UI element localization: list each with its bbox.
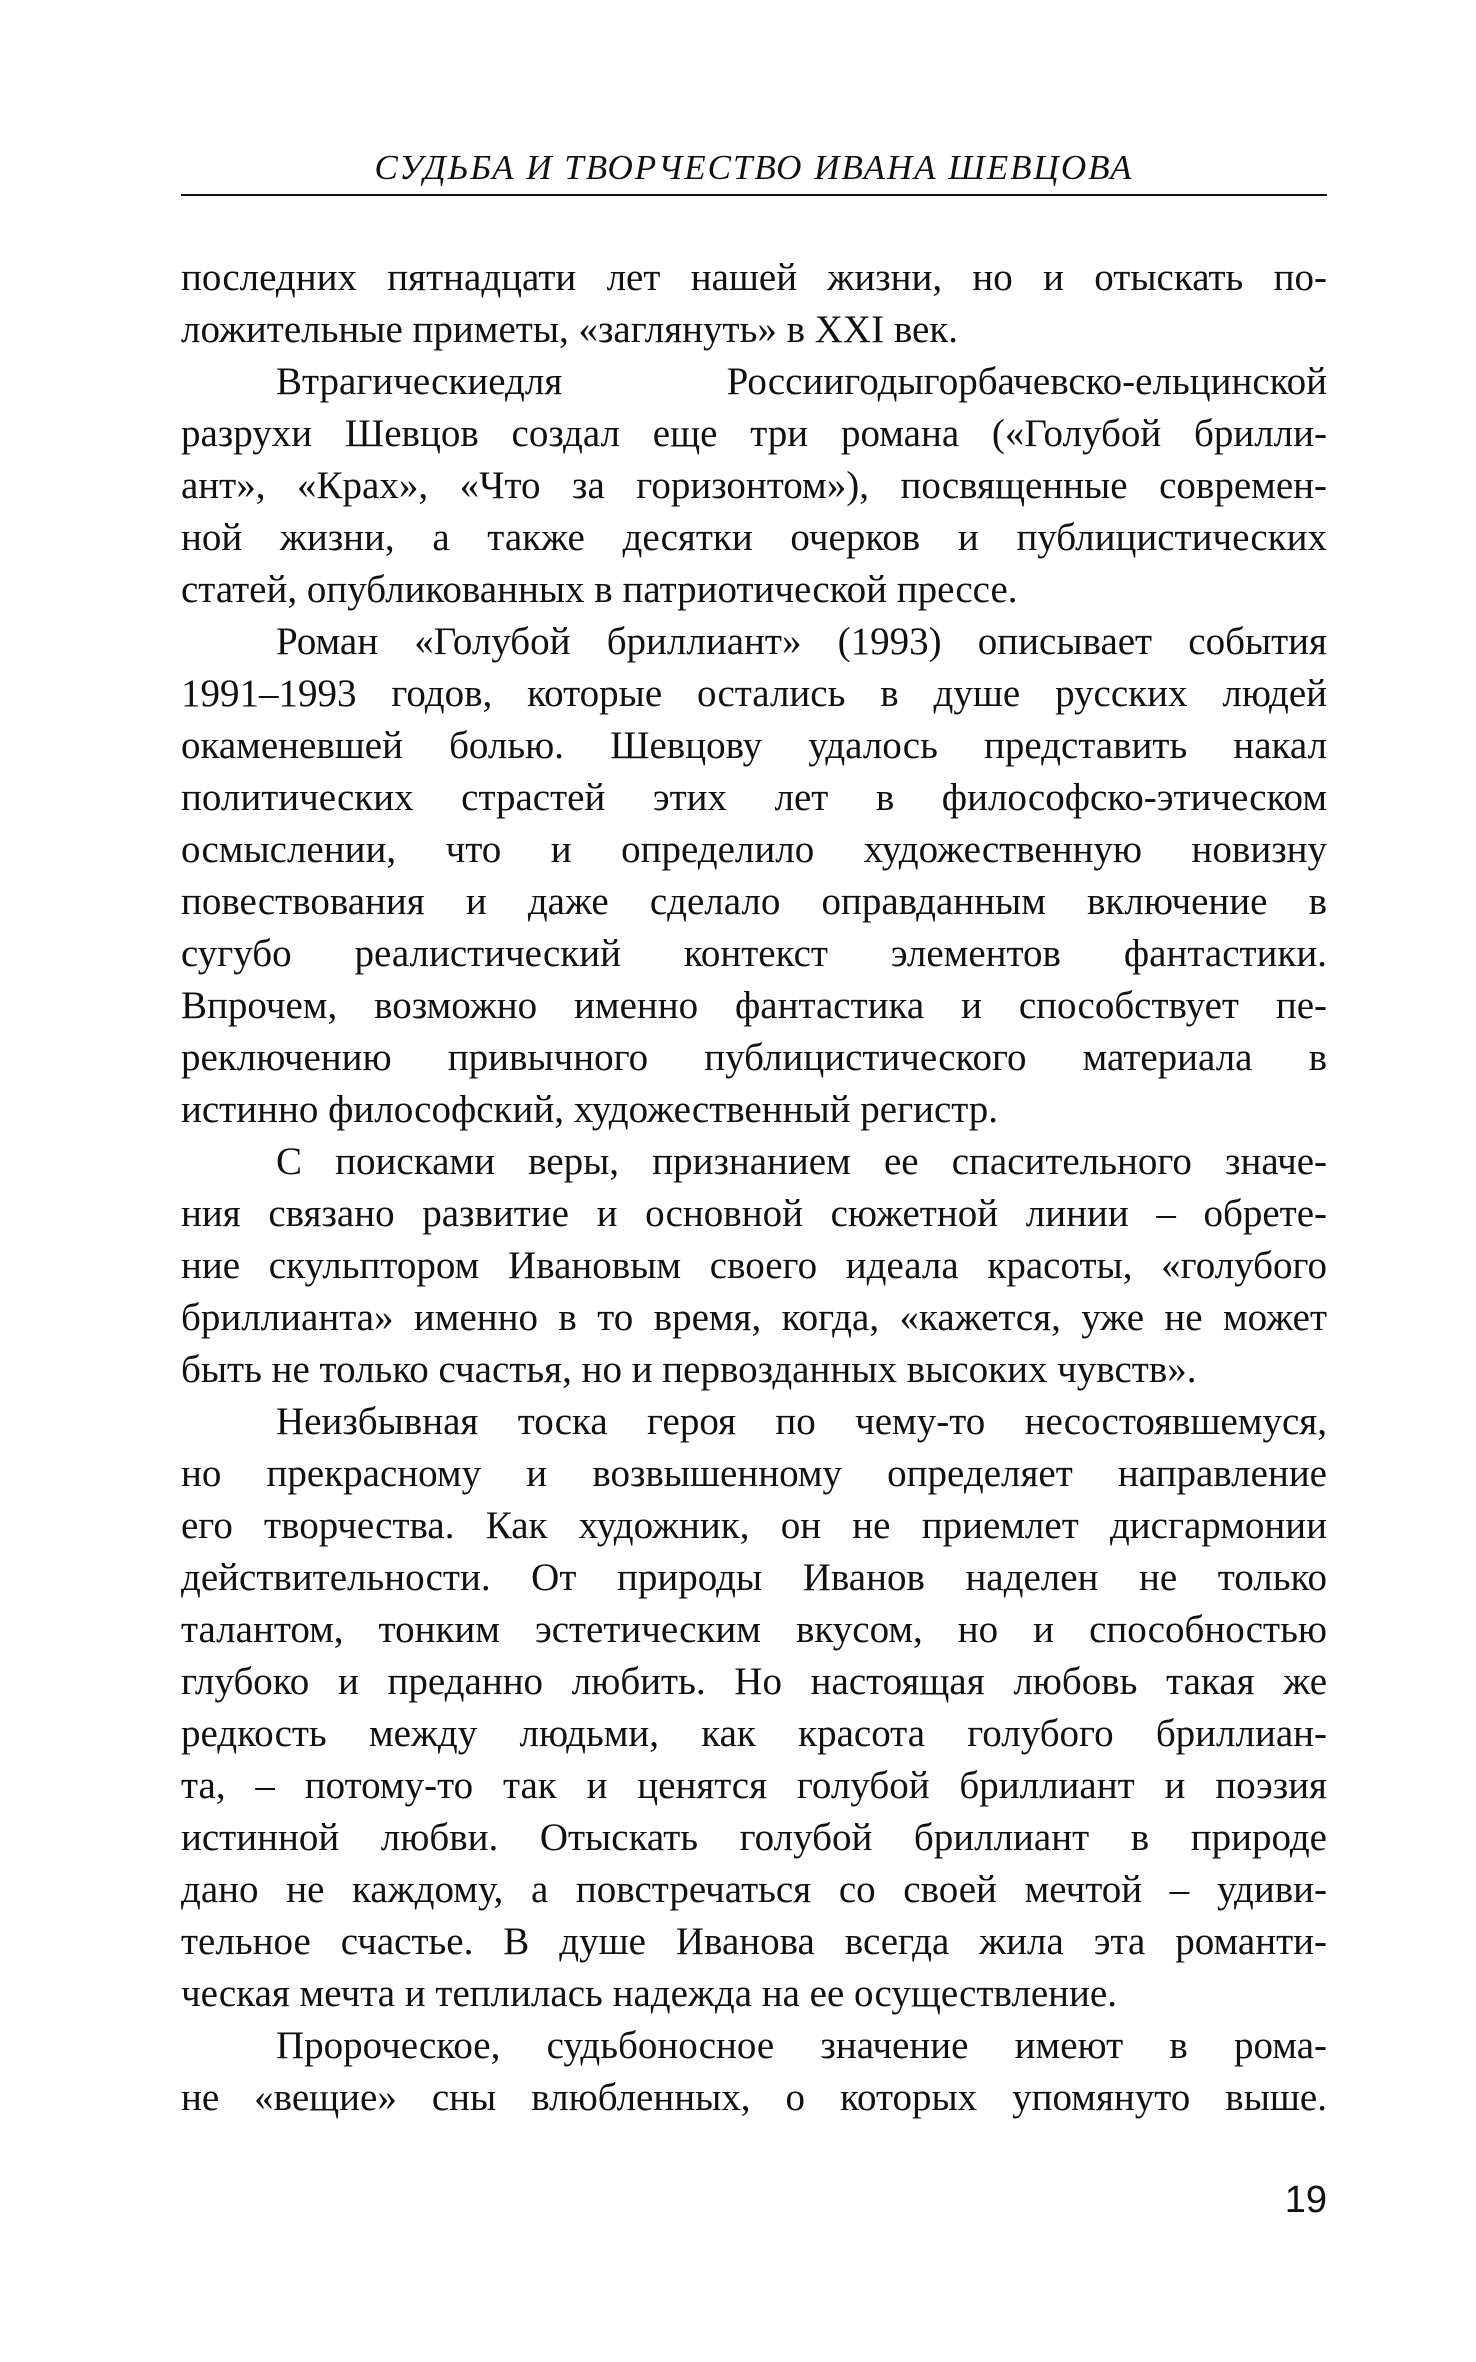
body-text: [181, 252, 1327, 2124]
page-number: 19: [1284, 2179, 1327, 2221]
text-line: та, – потому-то так и ценятся голубой бриллиант и поэзия: [181, 1764, 1327, 1807]
running-header: СУДЬБА И ТВОРЧЕСТВО ИВАНА ШЕВЦОВА: [374, 148, 1134, 187]
text-line: дано не каждому, а повстречаться со своей мечтой – удиви-: [181, 1868, 1327, 1911]
header-rule: [181, 194, 1327, 196]
text-line: разрухи Шевцов создал еще три романа («Голубой брилли-: [181, 412, 1327, 455]
text-line: истинной любви. Отыскать голубой бриллиант в природе: [181, 1816, 1327, 1859]
text-line: Роман «Голубой бриллиант» (1993) описывает события: [276, 620, 1327, 663]
text-line: ной жизни, а также десятки очерков и публицистических: [181, 516, 1327, 559]
text-line: окаменевшей болью. Шевцову удалось представить накал: [181, 724, 1327, 767]
text-line: 1991–1993 годов, которые остались в душе русских людей: [181, 672, 1327, 715]
text-line: его творчества. Как художник, он не приемлет дисгармонии: [181, 1504, 1327, 1547]
text-line: осмыслении, что и определило художественную новизну: [181, 828, 1327, 871]
text-line: Неизбывная тоска героя по чему-то несостоявшемуся,: [276, 1400, 1327, 1443]
text-line: сугубо реалистический контекст элементов фантастики.: [181, 932, 1327, 975]
text-line: действительности. От природы Иванов наделен не только: [181, 1556, 1327, 1599]
text-line: политических страстей этих лет в философско-этическом: [181, 776, 1327, 819]
text-line: редкость между людьми, как красота голубого бриллиан-: [181, 1712, 1327, 1755]
text-line: быть не только счастья, но и первозданных высоких чувств».: [181, 1348, 1197, 1391]
text-line: ния связано развитие и основной сюжетной линии – обрете-: [181, 1192, 1327, 1235]
text-line: Втрагическиедля Россиигодыгорбачевско-ельцинской: [276, 360, 1327, 403]
text-line: С поисками веры, признанием ее спасительного значе-: [276, 1140, 1327, 1183]
text-line: бриллианта» именно в то время, когда, «кажется, уже не может: [181, 1296, 1327, 1339]
text-line: но прекрасному и возвышенному определяет направление: [181, 1452, 1327, 1495]
text-line: статей, опубликованных в патриотической прессе.: [181, 568, 1018, 611]
text-line: глубоко и преданно любить. Но настоящая любовь такая же: [181, 1660, 1327, 1703]
text-line: талантом, тонким эстетическим вкусом, но и способностью: [181, 1608, 1327, 1651]
text-line: тельное счастье. В душе Иванова всегда жила эта романти-: [181, 1920, 1327, 1963]
text-line: ант», «Крах», «Что за горизонтом»), посвященные современ-: [181, 464, 1327, 507]
text-line: ческая мечта и теплилась надежда на ее осуществление.: [181, 1972, 1117, 2015]
text-line: повествования и даже сделало оправданным включение в: [181, 880, 1327, 923]
text-line: не «вещие» сны влюбленных, о которых упомянуто выше.: [181, 2076, 1327, 2119]
text-line: Пророческое, судьбоносное значение имеют в рома-: [276, 2024, 1327, 2067]
text-line: Впрочем, возможно именно фантастика и способствует пе-: [181, 984, 1327, 1027]
text-line: ние скульптором Ивановым своего идеала красоты, «голубого: [181, 1244, 1327, 1287]
text-line: истинно философский, художественный регистр.: [181, 1088, 999, 1131]
text-line: ложительные приметы, «заглянуть» в XXI век.: [181, 308, 959, 351]
text-line: последних пятнадцати лет нашей жизни, но и отыскать по-: [181, 256, 1327, 299]
text-line: реключению привычного публицистического материала в: [181, 1036, 1327, 1079]
